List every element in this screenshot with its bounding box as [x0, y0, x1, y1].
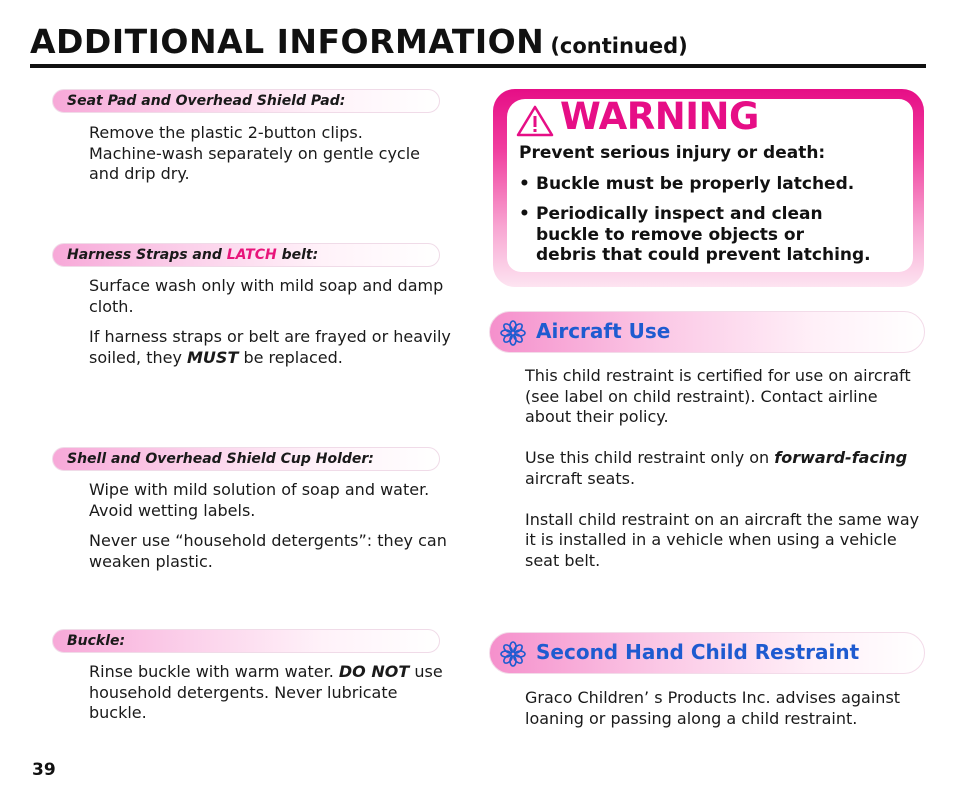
buckle-heading-bar [52, 629, 440, 653]
harness-p1-line-1: Surface wash only with mild soap and damp [89, 276, 444, 295]
warning-lead: Prevent serious injury or death: [519, 143, 826, 163]
harness-p1-line-2: cloth. [89, 296, 134, 316]
shell-p2-line-2: weaken plastic. [89, 551, 213, 571]
shell-text [89, 480, 447, 572]
second-hand-line-2: loaning or passing along a child restraint. [525, 708, 858, 728]
aircraft-p3-line-1: Install child restraint on an aircraft the same way [525, 509, 920, 529]
buckle-text [89, 662, 443, 724]
buckle-line-2: household detergents. Never lubricate [89, 682, 398, 702]
page-number: 39 [32, 760, 56, 780]
page-title-text: ADDITIONAL INFORMATION [30, 22, 545, 61]
buckle-do-not: DO NOT [338, 662, 410, 681]
aircraft-heading-bar [489, 311, 925, 353]
seat-pad-line-3: and drip dry. [89, 164, 190, 183]
aircraft-p2-before: Use this child restraint only on [525, 448, 775, 467]
second-hand-line-1: Graco Children’ s Products Inc. advises against [525, 688, 901, 707]
title-rule [30, 64, 926, 68]
bullet-dot: • [519, 174, 530, 194]
seat-pad-heading: Seat Pad and Overhead Shield Pad: [67, 93, 346, 109]
shell-p2-line-1: Never use “household detergents”: they can [89, 531, 447, 550]
warning-bullet-1 [519, 174, 854, 195]
aircraft-p3-line-2: it is installed in a vehicle when using a vehicle [525, 530, 897, 549]
seat-pad-line-1: Remove the plastic 2-button clips. [89, 123, 363, 142]
aircraft-p1-line-3: about their policy. [525, 407, 669, 426]
warning-bullet-2-line-3: debris that could prevent latching. [536, 245, 871, 265]
warning-triangle-icon [516, 105, 554, 137]
aircraft-p2-after: aircraft seats. [525, 468, 636, 488]
harness-p2-line-1: If harness straps or belt are frayed or heavily [89, 327, 451, 346]
aircraft-text [525, 366, 919, 571]
seat-pad-heading-bar [52, 89, 440, 113]
page-title [30, 22, 930, 66]
page-title-continued: (continued) [550, 34, 688, 58]
warning-bullet-2-line-1: Periodically inspect and clean [536, 204, 823, 224]
harness-heading-bar [52, 243, 440, 267]
harness-must: MUST [187, 347, 239, 367]
latch-word: LATCH [226, 247, 277, 263]
second-hand-text [525, 688, 900, 729]
harness-p2-before: soiled, they [89, 347, 187, 367]
seat-pad-line-2: Machine-wash separately on gentle cycle [89, 143, 420, 163]
shell-p1-line-2: Avoid wetting labels. [89, 500, 256, 520]
bullet-dot: • [519, 204, 530, 224]
buckle-after: use [409, 662, 443, 681]
shell-heading-bar [52, 447, 440, 471]
shell-p1-line-1: Wipe with mild solution of soap and water. [89, 480, 430, 499]
aircraft-p1-line-2: (see label on child restraint). Contact airline [525, 386, 878, 406]
second-hand-heading: Second Hand Child Restraint [536, 640, 860, 664]
harness-heading [67, 247, 318, 263]
harness-text [89, 276, 451, 368]
aircraft-p1-line-1: This child restraint is certified for use on aircraft [525, 366, 911, 385]
seat-pad-text [89, 123, 420, 185]
warning-bullet-2 [519, 204, 871, 266]
harness-heading-part-1: Harness Straps and [67, 247, 227, 263]
buckle-heading: Buckle: [67, 633, 126, 649]
buckle-line-3: buckle. [89, 703, 147, 722]
warning-bullet-2-line-2: buckle to remove objects or [536, 224, 804, 245]
aircraft-heading: Aircraft Use [536, 319, 671, 343]
buckle-before: Rinse buckle with warm water. [89, 662, 339, 681]
flower-icon [500, 320, 526, 346]
warning-bullet-1-text: Buckle must be properly latched. [536, 174, 855, 194]
harness-heading-part-2: belt: [276, 247, 319, 263]
shell-heading: Shell and Overhead Shield Cup Holder: [67, 451, 374, 467]
flower-icon [500, 641, 526, 667]
aircraft-p3-line-3: seat belt. [525, 550, 601, 570]
forward-facing: forward-facing [774, 448, 908, 467]
harness-p2-after: be replaced. [238, 347, 343, 367]
warning-title: WARNING [560, 95, 759, 138]
second-hand-heading-bar [489, 632, 925, 674]
warning-bullet-2-text [519, 204, 871, 266]
